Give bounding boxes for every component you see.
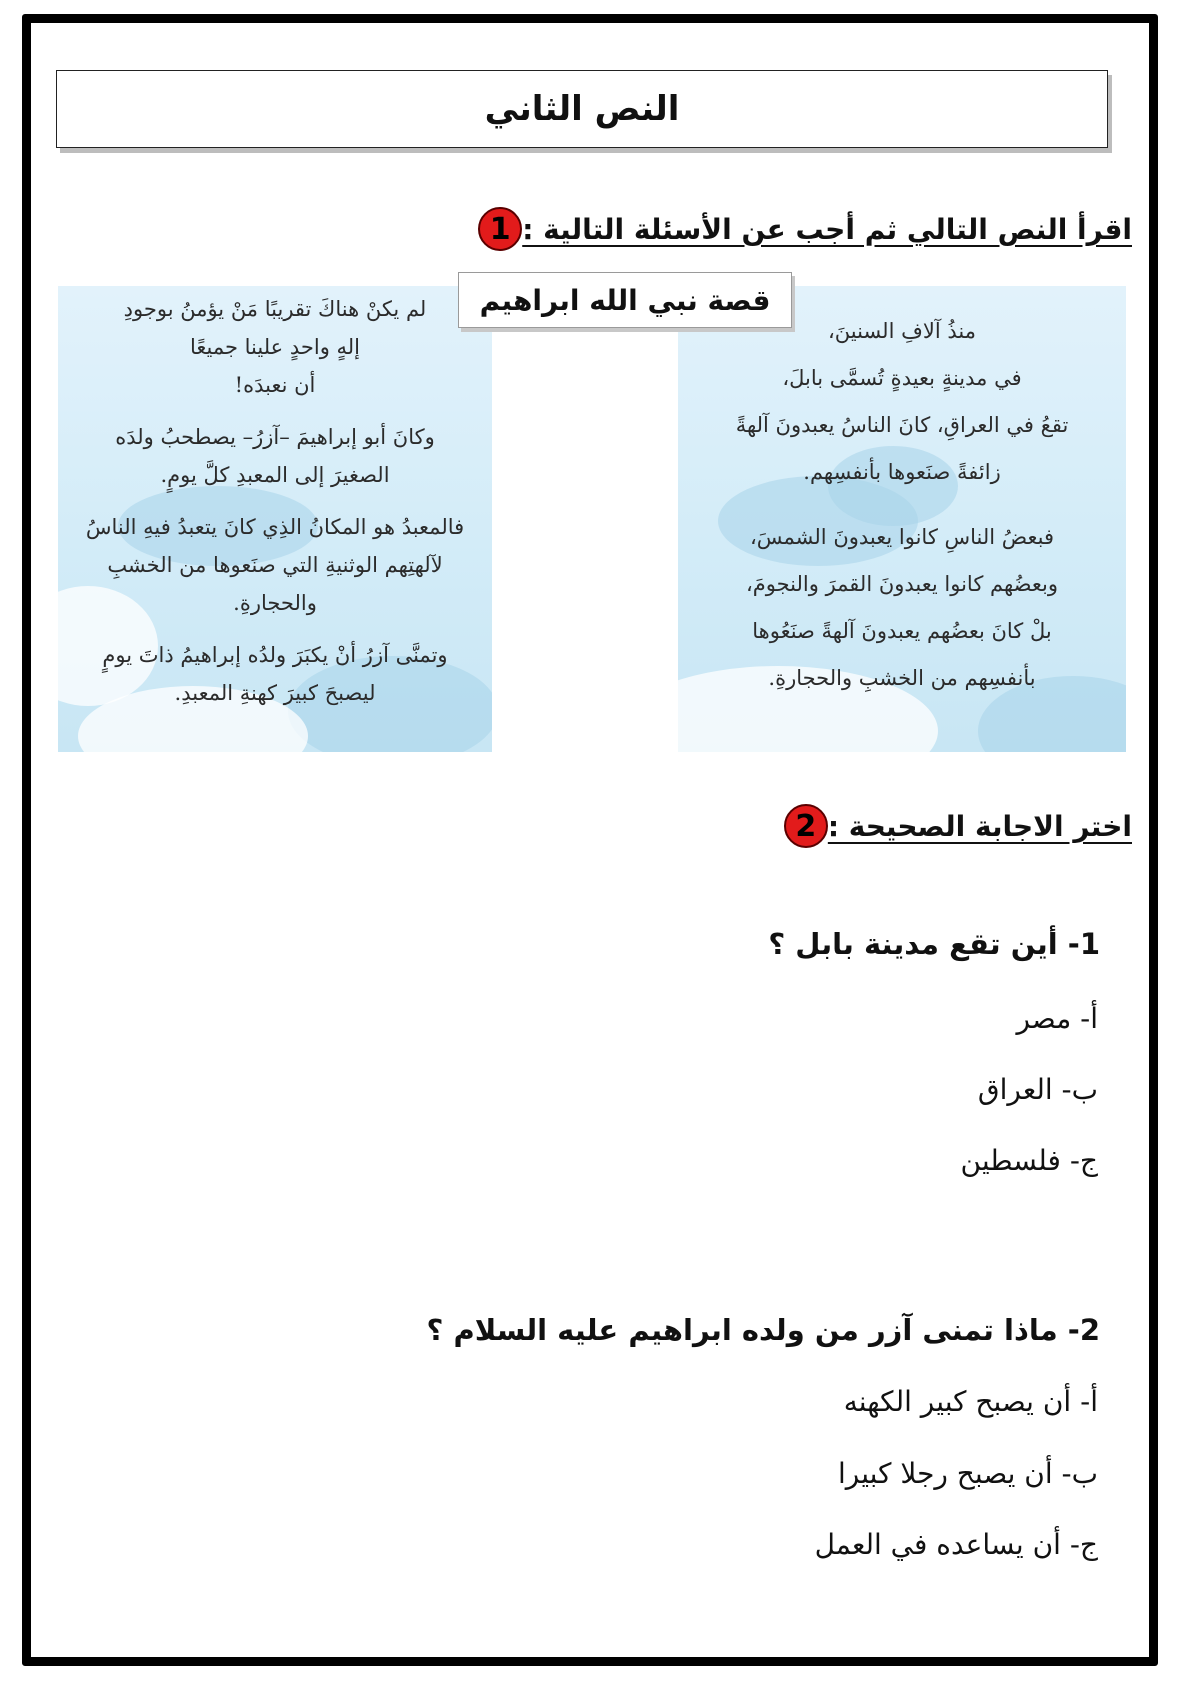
q1-option-a[interactable]: أ- مصر — [1016, 1002, 1098, 1035]
story-line: وتمنَّى آزرُ أنْ يكبَرَ ولدُه إبراهيمُ ذاتَ يومٍ — [102, 643, 448, 667]
story-line: بأنفسِهم من الخشبِ والحجارةِ. — [768, 666, 1036, 690]
story-line: زائفةً صنَعوها بأنفسِهم. — [803, 460, 1001, 484]
section1-instruction: اقرأ النص التالي ثم أجب عن الأسئلة التالية : — [522, 212, 1132, 246]
section2-number-badge: 2 — [784, 804, 828, 848]
story-line: والحجارةِ. — [233, 591, 317, 615]
story-line: إلهٍ واحدٍ علينا جميعًا — [189, 335, 361, 359]
story-title: قصة نبي الله ابراهيم — [458, 272, 792, 328]
q2-option-c[interactable]: ج- أن يساعده في العمل — [814, 1528, 1098, 1561]
story-line: وكانَ أبو إبراهيمَ –آزرُ– يصطحبُ ولدَه — [115, 425, 435, 449]
section1-number-badge: 1 — [478, 207, 522, 251]
page-title-box — [56, 70, 1108, 148]
story-line: فبعضُ الناسِ كانوا يعبدونَ الشمسَ، — [749, 525, 1055, 549]
section2-instruction: اختر الاجابة الصحيحة : — [827, 809, 1132, 843]
story-line: في مدينةٍ بعيدةٍ تُسمَّى بابلَ، — [782, 366, 1022, 390]
story-line: وبعضُهم كانوا يعبدونَ القمرَ والنجومَ، — [746, 572, 1058, 596]
story-line: لآلهتِهم الوثنيةِ التي صنَعوها من الخشبِ — [107, 553, 443, 577]
story-line: لم يكنْ هناكَ تقريبًا مَنْ يؤمنُ بوجودِ — [123, 297, 427, 321]
q2-option-b[interactable]: ب- أن يصبح رجلا كبيرا — [838, 1457, 1098, 1490]
story-line: فالمعبدُ هو المكانُ الذِي كانَ يتعبدُ فيهِ الناسُ — [85, 515, 465, 539]
q2-option-a[interactable]: أ- أن يصبح كبير الكهنه — [843, 1385, 1098, 1418]
question-1: 1- أين تقع مدينة بابل ؟ — [768, 927, 1100, 961]
q1-option-c[interactable]: ج- فلسطين — [960, 1144, 1098, 1177]
section2-heading — [776, 804, 1132, 848]
story-panel-right — [678, 286, 1126, 752]
story-line: تقعُ في العراقِ، كانَ الناسُ يعبدونَ آلهةً — [735, 413, 1069, 437]
story-line: ليصبحَ كبيرَ كهنةِ المعبدِ. — [174, 681, 376, 705]
question-2: 2- ماذا تمنى آزر من ولده ابراهيم عليه السلام ؟ — [426, 1313, 1100, 1347]
story-line: بلْ كانَ بعضُهم يعبدونَ آلهةً صنَعُوها — [752, 619, 1052, 643]
page-title: النص الثاني — [484, 89, 680, 129]
q1-option-b[interactable]: ب- العراق — [977, 1073, 1098, 1106]
story-line: منذُ آلافِ السنينَ، — [828, 319, 976, 343]
story-line: أن نعبدَه! — [234, 373, 316, 397]
section1-heading — [470, 207, 1132, 251]
story-line: الصغيرَ إلى المعبدِ كلَّ يومٍ. — [160, 463, 390, 487]
story-panel-left — [58, 286, 492, 752]
